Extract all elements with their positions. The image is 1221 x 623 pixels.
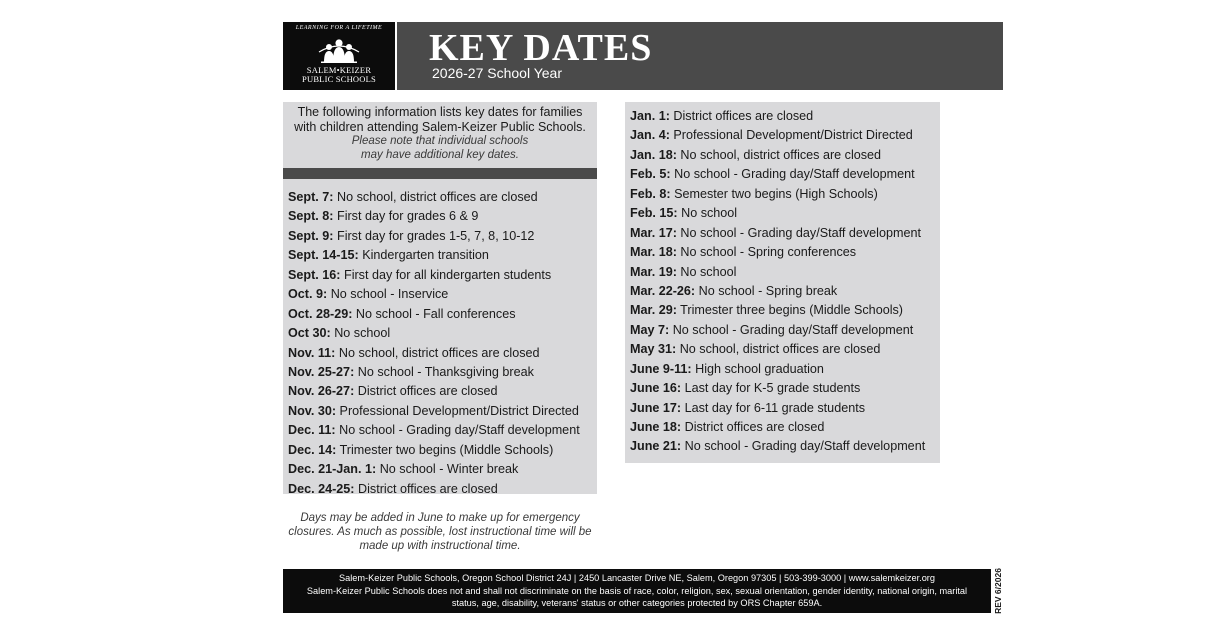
date-label: Sept. 16: — [288, 267, 341, 282]
logo-name-line2: PUBLIC SCHOOLS — [302, 74, 376, 84]
date-label: Feb. 8: — [630, 186, 671, 201]
date-description: No school - Grading day/Staff development — [676, 225, 921, 240]
intro-note-line: may have additional key dates. — [361, 148, 519, 161]
date-item — [630, 379, 940, 398]
date-item — [630, 399, 940, 418]
footer-banner — [283, 569, 991, 613]
date-label: Dec. 11: — [288, 423, 336, 438]
header-divider — [395, 22, 397, 90]
date-item — [288, 188, 597, 207]
spring-dates-panel — [625, 102, 940, 463]
date-description: District offices are closed — [354, 481, 498, 494]
revision-label: REV 6/2026 — [993, 568, 1003, 614]
footnote-line: Days may be added in June to make up for emergency — [300, 512, 580, 524]
date-description: No school - Winter break — [376, 462, 519, 477]
date-label: Oct. 9: — [288, 287, 328, 302]
intro-note-line: Please note that individual schools — [351, 135, 529, 147]
date-description: Last day for K-5 grade students — [681, 381, 861, 396]
spring-dates-list — [625, 102, 940, 457]
date-description: Professional Development/District Directed — [336, 403, 579, 418]
date-item — [288, 285, 597, 304]
date-item — [288, 421, 597, 440]
page-subtitle: 2026-27 School Year — [432, 65, 562, 81]
date-label: Feb. 15: — [630, 206, 678, 221]
date-description: No school - Inservice — [327, 287, 449, 302]
date-description: District offices are closed — [669, 109, 814, 123]
date-item — [630, 126, 940, 145]
date-item — [630, 360, 940, 379]
date-label: Mar. 18: — [630, 245, 677, 260]
date-label: Nov. 11: — [288, 345, 336, 360]
date-label: Mar. 29: — [630, 303, 677, 318]
date-description: No school — [677, 206, 738, 221]
date-item — [288, 441, 597, 460]
footnote-line: closures. As much as possible, lost instructional time will be — [288, 526, 592, 538]
date-item — [630, 301, 940, 320]
date-description: District offices are closed — [354, 384, 498, 399]
date-label: Sept. 14-15: — [288, 248, 359, 263]
footnote-line: made up with instructional time. — [359, 540, 521, 552]
date-label: Jan. 1: — [630, 109, 670, 123]
logo-tagline: LEARNING FOR A LIFETIME — [295, 25, 383, 31]
date-label: Jan. 4: — [630, 128, 670, 143]
date-item — [630, 437, 940, 456]
date-description: No school — [676, 264, 737, 279]
date-label: Jan. 18: — [630, 147, 677, 162]
date-item — [288, 344, 597, 363]
date-label: June 21: — [630, 439, 682, 454]
date-label: Oct 30: — [288, 326, 331, 341]
date-item — [630, 224, 940, 243]
page-title: KEY DATES — [429, 27, 653, 69]
date-item — [630, 107, 940, 126]
date-description: Kindergarten transition — [358, 248, 489, 263]
date-label: June 16: — [630, 381, 682, 396]
date-label: Dec. 14: — [288, 442, 337, 457]
footer-contact-line: Salem-Keizer Public Schools, Oregon School District 24J | 2450 Lancaster Drive NE, Salem, Oregon 97305 | 503-399-3000 | www.salemkeizer.org — [339, 573, 935, 583]
date-label: June 18: — [630, 420, 682, 434]
date-item — [288, 305, 597, 324]
district-logo — [283, 22, 395, 90]
date-label: Sept. 7: — [288, 190, 334, 204]
fall-dates-panel — [283, 179, 597, 494]
date-label: May 31: — [630, 342, 677, 357]
date-description: No school - Grading day/Staff development — [669, 322, 914, 337]
date-item — [630, 243, 940, 262]
date-item — [288, 266, 597, 285]
date-item — [288, 227, 597, 246]
date-label: June 17: — [630, 400, 682, 415]
date-item — [630, 146, 940, 165]
date-description: District offices are closed — [681, 420, 825, 434]
date-item — [288, 460, 597, 479]
date-item — [630, 165, 940, 184]
date-item — [288, 363, 597, 382]
revision-stamp — [991, 569, 1005, 615]
date-item — [630, 321, 940, 340]
date-description: No school, district offices are closed — [333, 190, 538, 204]
date-description: No school - Spring conferences — [676, 245, 857, 260]
footer-nondiscrimination-line: status, age, disability, veterans' status or other categories protected by ORS Chapter 659A. — [451, 598, 823, 608]
date-label: Dec. 24-25: — [288, 481, 355, 494]
date-label: Feb. 5: — [630, 167, 671, 182]
fall-dates-list — [283, 179, 597, 494]
date-description: No school - Grading day/Staff development — [670, 167, 915, 182]
intro-line: with children attending Salem-Keizer Public Schools. — [294, 119, 586, 134]
date-description: No school - Grading day/Staff development — [335, 423, 580, 438]
intro-box — [283, 102, 597, 168]
date-description: Trimester two begins (Middle Schools) — [336, 442, 554, 457]
date-label: June 9-11: — [630, 361, 692, 376]
date-description: First day for all kindergarten students — [340, 267, 552, 282]
intro-line: The following information lists key dates for families — [297, 105, 583, 119]
date-description: No school - Spring break — [695, 283, 838, 298]
date-description: First day for grades 6 & 9 — [333, 209, 479, 224]
date-description: First day for grades 1-5, 7, 8, 10-12 — [333, 228, 535, 243]
date-item — [288, 246, 597, 265]
date-description: Last day for 6-11 grade students — [681, 400, 865, 415]
date-description: No school - Grading day/Staff development — [681, 439, 926, 454]
date-description: Professional Development/District Directed — [669, 128, 913, 143]
date-label: Dec. 21-Jan. 1: — [288, 462, 377, 477]
date-label: Mar. 17: — [630, 225, 677, 240]
date-item — [288, 402, 597, 421]
family-figures-icon — [315, 34, 363, 64]
footer-nondiscrimination-line: Salem-Keizer Public Schools does not and shall not discriminate on the basis of race, color, religion, sex, sexual orientation, gender identity, national origin, marital — [306, 585, 968, 596]
date-description: No school, district offices are closed — [676, 147, 882, 162]
date-label: Mar. 22-26: — [630, 283, 696, 298]
date-label: Mar. 19: — [630, 264, 677, 279]
date-description: No school, district offices are closed — [676, 342, 881, 357]
date-label: Nov. 26-27: — [288, 384, 355, 399]
date-label: Nov. 25-27: — [288, 364, 355, 379]
date-description: Trimester three begins (Middle Schools) — [676, 303, 903, 318]
date-item — [288, 207, 597, 226]
date-description: Semester two begins (High Schools) — [670, 186, 878, 201]
logo-name-line1: SALEM•KEIZER — [306, 65, 372, 75]
date-item — [630, 282, 940, 301]
date-label: Sept. 9: — [288, 228, 334, 243]
date-item — [630, 204, 940, 223]
date-item — [630, 185, 940, 204]
date-item — [288, 382, 597, 401]
logo-wordmark — [287, 66, 391, 84]
intro-note — [283, 135, 597, 162]
date-description: No school — [330, 326, 391, 341]
date-label: Sept. 8: — [288, 209, 334, 224]
date-label: Nov. 30: — [288, 403, 337, 418]
date-item — [630, 340, 940, 359]
date-item — [630, 263, 940, 282]
date-item — [288, 480, 597, 494]
date-label: Oct. 28-29: — [288, 306, 353, 321]
date-description: No school - Thanksgiving break — [354, 364, 534, 379]
date-label: May 7: — [630, 322, 670, 337]
date-item — [630, 418, 940, 437]
date-description: High school graduation — [691, 361, 824, 376]
section-divider-bar — [283, 168, 597, 179]
header-banner — [283, 22, 1003, 90]
date-item — [288, 324, 597, 343]
date-description: No school - Fall conferences — [352, 306, 516, 321]
date-description: No school, district offices are closed — [335, 345, 540, 360]
emergency-closure-note — [283, 511, 597, 553]
intro-text — [283, 105, 597, 134]
